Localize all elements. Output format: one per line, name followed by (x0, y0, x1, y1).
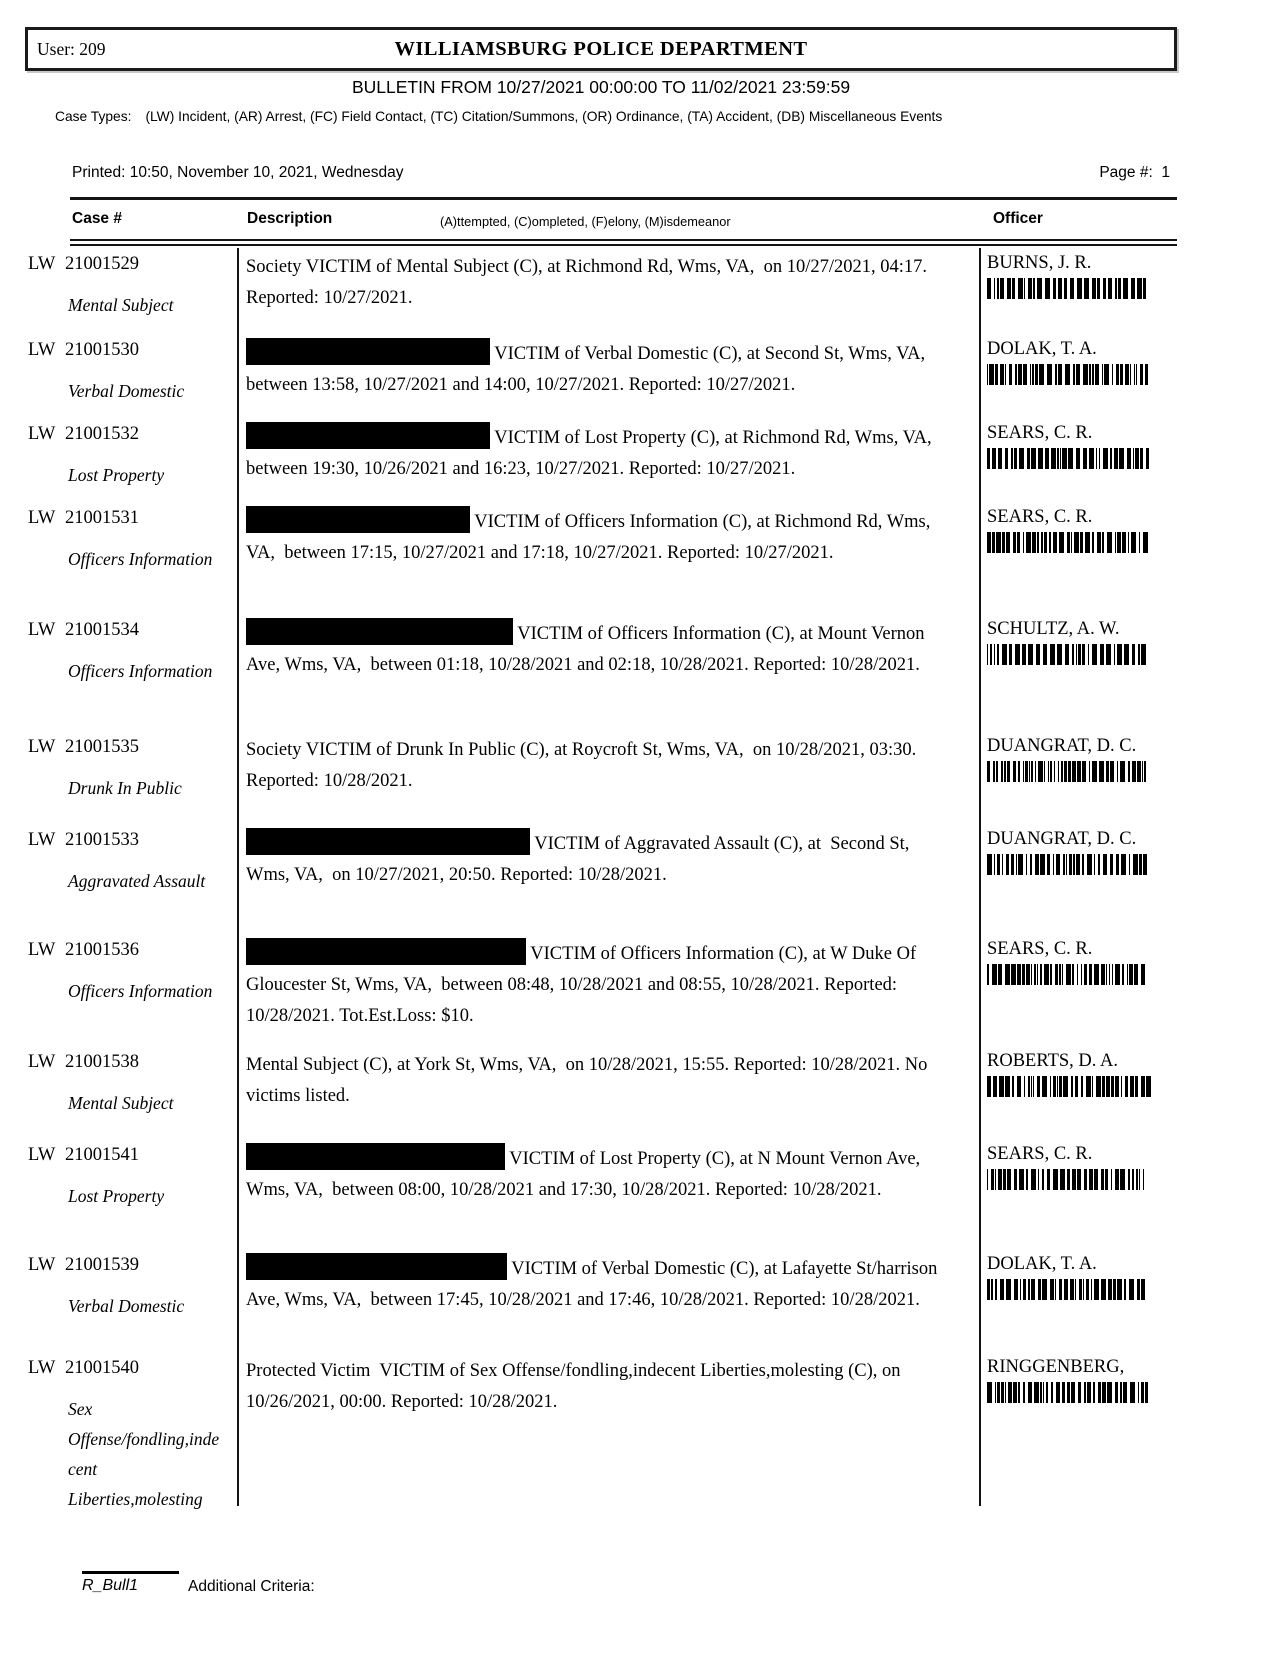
officer-barcode (987, 854, 1159, 875)
case-type: Drunk In Public (68, 778, 182, 798)
officer-name: SCHULTZ, A. W. (987, 619, 1120, 639)
department-title: WILLIAMSBURG POLICE DEPARTMENT (394, 38, 808, 60)
case-type: Verbal Domestic (68, 1296, 185, 1316)
officer-barcode (987, 364, 1159, 385)
footer-overline (82, 1571, 179, 1574)
case-types-line (55, 109, 942, 124)
officer-barcode (987, 964, 1159, 985)
column-divider-left (237, 248, 239, 1506)
officer-name: SEARS, C. R. (987, 1144, 1093, 1164)
redaction-box (246, 828, 530, 855)
officer-barcode (987, 761, 1159, 782)
officer-barcode (987, 644, 1159, 665)
column-divider-right (979, 248, 981, 1506)
case-prefix: LW (28, 1052, 56, 1072)
case-number: 21001529 (65, 254, 139, 274)
case-prefix: LW (28, 1255, 56, 1275)
officer-name: DUANGRAT, D. C. (987, 736, 1137, 756)
officer-name: DOLAK, T. A. (987, 339, 1097, 359)
case-number: 21001535 (65, 737, 139, 757)
case-number: 21001531 (65, 508, 139, 528)
row-description: VICTIM of Lost Property (C), at Richmond Rd, Wms, VA, between 19:30, 10/26/2021 and 16:23, 10/27/2021. Reported: 10/27/2021. (246, 422, 938, 485)
row-description: Society VICTIM of Mental Subject (C), at Richmond Rd, Wms, VA, on 10/27/2021, 04:17. Reported: 10/27/2021. (246, 257, 932, 308)
row-description: VICTIM of Officers Information (C), at Mount Vernon Ave, Wms, VA, between 01:18, 10/28/2021 and 02:18, 10/28/2021. Reported: 10/28/2021. (246, 618, 938, 681)
officer-name: BURNS, J. R. (987, 253, 1092, 273)
redaction-box (246, 938, 526, 965)
case-number: 21001533 (65, 830, 139, 850)
column-header-description: Description (247, 210, 333, 227)
case-type: Mental Subject (68, 1093, 174, 1113)
redaction-box (246, 1253, 507, 1280)
case-types-list: (LW) Incident, (AR) Arrest, (FC) Field Contact, (TC) Citation/Summons, (OR) Ordinance, (TA) Accident, (DB) Miscellaneous Events (145, 109, 943, 124)
case-number: 21001539 (65, 1255, 139, 1275)
column-header-case: Case # (72, 210, 122, 227)
officer-name: DOLAK, T. A. (987, 1254, 1097, 1274)
bulletin-title: BULLETIN FROM 10/27/2021 00:00:00 TO 11/02/2021 23:59:59 (351, 77, 851, 97)
case-prefix: LW (28, 424, 56, 444)
officer-name: RINGGENBERG, (987, 1357, 1125, 1377)
report-name: R_Bull1 (82, 1577, 139, 1594)
header-rule (70, 197, 1177, 200)
row-description: VICTIM of Lost Property (C), at N Mount Vernon Ave, Wms, VA, between 08:00, 10/28/2021 and 17:30, 10/28/2021. Reported: 10/28/2021. (246, 1143, 938, 1206)
case-number: 21001541 (65, 1145, 139, 1165)
column-header-officer: Officer (993, 210, 1043, 227)
case-type: Sex Offense/fondling,indecent Liberties,molesting (68, 1399, 220, 1509)
officer-name: DUANGRAT, D. C. (987, 829, 1137, 849)
case-type: Officers Information (68, 661, 213, 681)
officer-barcode (987, 1076, 1159, 1097)
case-type: Verbal Domestic (68, 381, 185, 401)
case-prefix: LW (28, 940, 56, 960)
case-type: Lost Property (68, 1186, 165, 1206)
case-type: Officers Information (68, 981, 213, 1001)
case-number: 21001534 (65, 620, 139, 640)
page-number: Page #: 1 (1099, 164, 1170, 181)
case-type: Mental Subject (68, 295, 174, 315)
officer-name: SEARS, C. R. (987, 507, 1093, 527)
redaction-box (246, 506, 470, 533)
case-number: 21001538 (65, 1052, 139, 1072)
case-type: Officers Information (68, 549, 213, 569)
printed-timestamp: Printed: 10:50, November 10, 2021, Wednesday (72, 164, 404, 181)
case-prefix: LW (28, 1145, 56, 1165)
officer-barcode (987, 278, 1159, 299)
officer-name: ROBERTS, D. A. (987, 1051, 1118, 1071)
officer-barcode (987, 1382, 1159, 1403)
row-description: VICTIM of Verbal Domestic (C), at Lafayette St/harrison Ave, Wms, VA, between 17:45, 10/28/2021 and 17:46, 10/28/2021. Reported: 10/28/2021. (246, 1253, 938, 1316)
case-prefix: LW (28, 1358, 56, 1378)
case-prefix: LW (28, 508, 56, 528)
case-prefix: LW (28, 254, 56, 274)
row-description: VICTIM of Aggravated Assault (C), at Second St, Wms, VA, on 10/27/2021, 20:50. Reported: 10/28/2021. (246, 828, 938, 891)
header-box (25, 27, 1177, 71)
case-type: Aggravated Assault (68, 871, 206, 891)
officer-name: SEARS, C. R. (987, 939, 1093, 959)
officer-barcode (987, 448, 1159, 469)
case-number: 21001532 (65, 424, 139, 444)
case-prefix: LW (28, 620, 56, 640)
redaction-box (246, 422, 490, 449)
case-number: 21001536 (65, 940, 139, 960)
additional-criteria-label: Additional Criteria: (188, 1578, 315, 1595)
redaction-box (246, 618, 513, 645)
row-description: Protected Victim VICTIM of Sex Offense/fondling,indecent Liberties,molesting (C), on 10/26/2021, 00:00. Reported: 10/28/2021. (246, 1361, 906, 1412)
case-number: 21001530 (65, 340, 139, 360)
officer-barcode (987, 1279, 1159, 1300)
table-top-rule-2 (70, 244, 1177, 246)
case-prefix: LW (28, 340, 56, 360)
officer-barcode (987, 532, 1159, 553)
case-prefix: LW (28, 830, 56, 850)
redaction-box (246, 338, 490, 365)
row-description: VICTIM of Officers Information (C), at W Duke Of Gloucester St, Wms, VA, between 08:48, 10/28/2021 and 08:55, 10/28/2021. Reported: 10/28/2021. Tot.Est.Loss: $10. (246, 938, 938, 1032)
column-header-legend: (A)ttempted, (C)ompleted, (F)elony, (M)isdemeanor (440, 214, 731, 229)
case-number: 21001540 (65, 1358, 139, 1378)
case-types-label: Case Types: (55, 109, 132, 124)
case-prefix: LW (28, 737, 56, 757)
redaction-box (246, 1143, 505, 1170)
officer-barcode (987, 1169, 1159, 1190)
row-description: Mental Subject (C), at York St, Wms, VA, on 10/28/2021, 15:55. Reported: 10/28/2021. No victims listed. (246, 1055, 933, 1106)
table-top-rule-1 (70, 239, 1177, 241)
case-type: Lost Property (68, 465, 165, 485)
row-description: VICTIM of Verbal Domestic (C), at Second St, Wms, VA, between 13:58, 10/27/2021 and 14:00, 10/27/2021. Reported: 10/27/2021. (246, 338, 938, 401)
row-description: Society VICTIM of Drunk In Public (C), at Roycroft St, Wms, VA, on 10/28/2021, 03:30. Reported: 10/28/2021. (246, 740, 921, 791)
officer-name: SEARS, C. R. (987, 423, 1093, 443)
user-label: User: 209 (37, 39, 106, 59)
row-description: VICTIM of Officers Information (C), at Richmond Rd, Wms, VA, between 17:15, 10/27/2021 and 17:18, 10/27/2021. Reported: 10/27/2021. (246, 506, 938, 569)
